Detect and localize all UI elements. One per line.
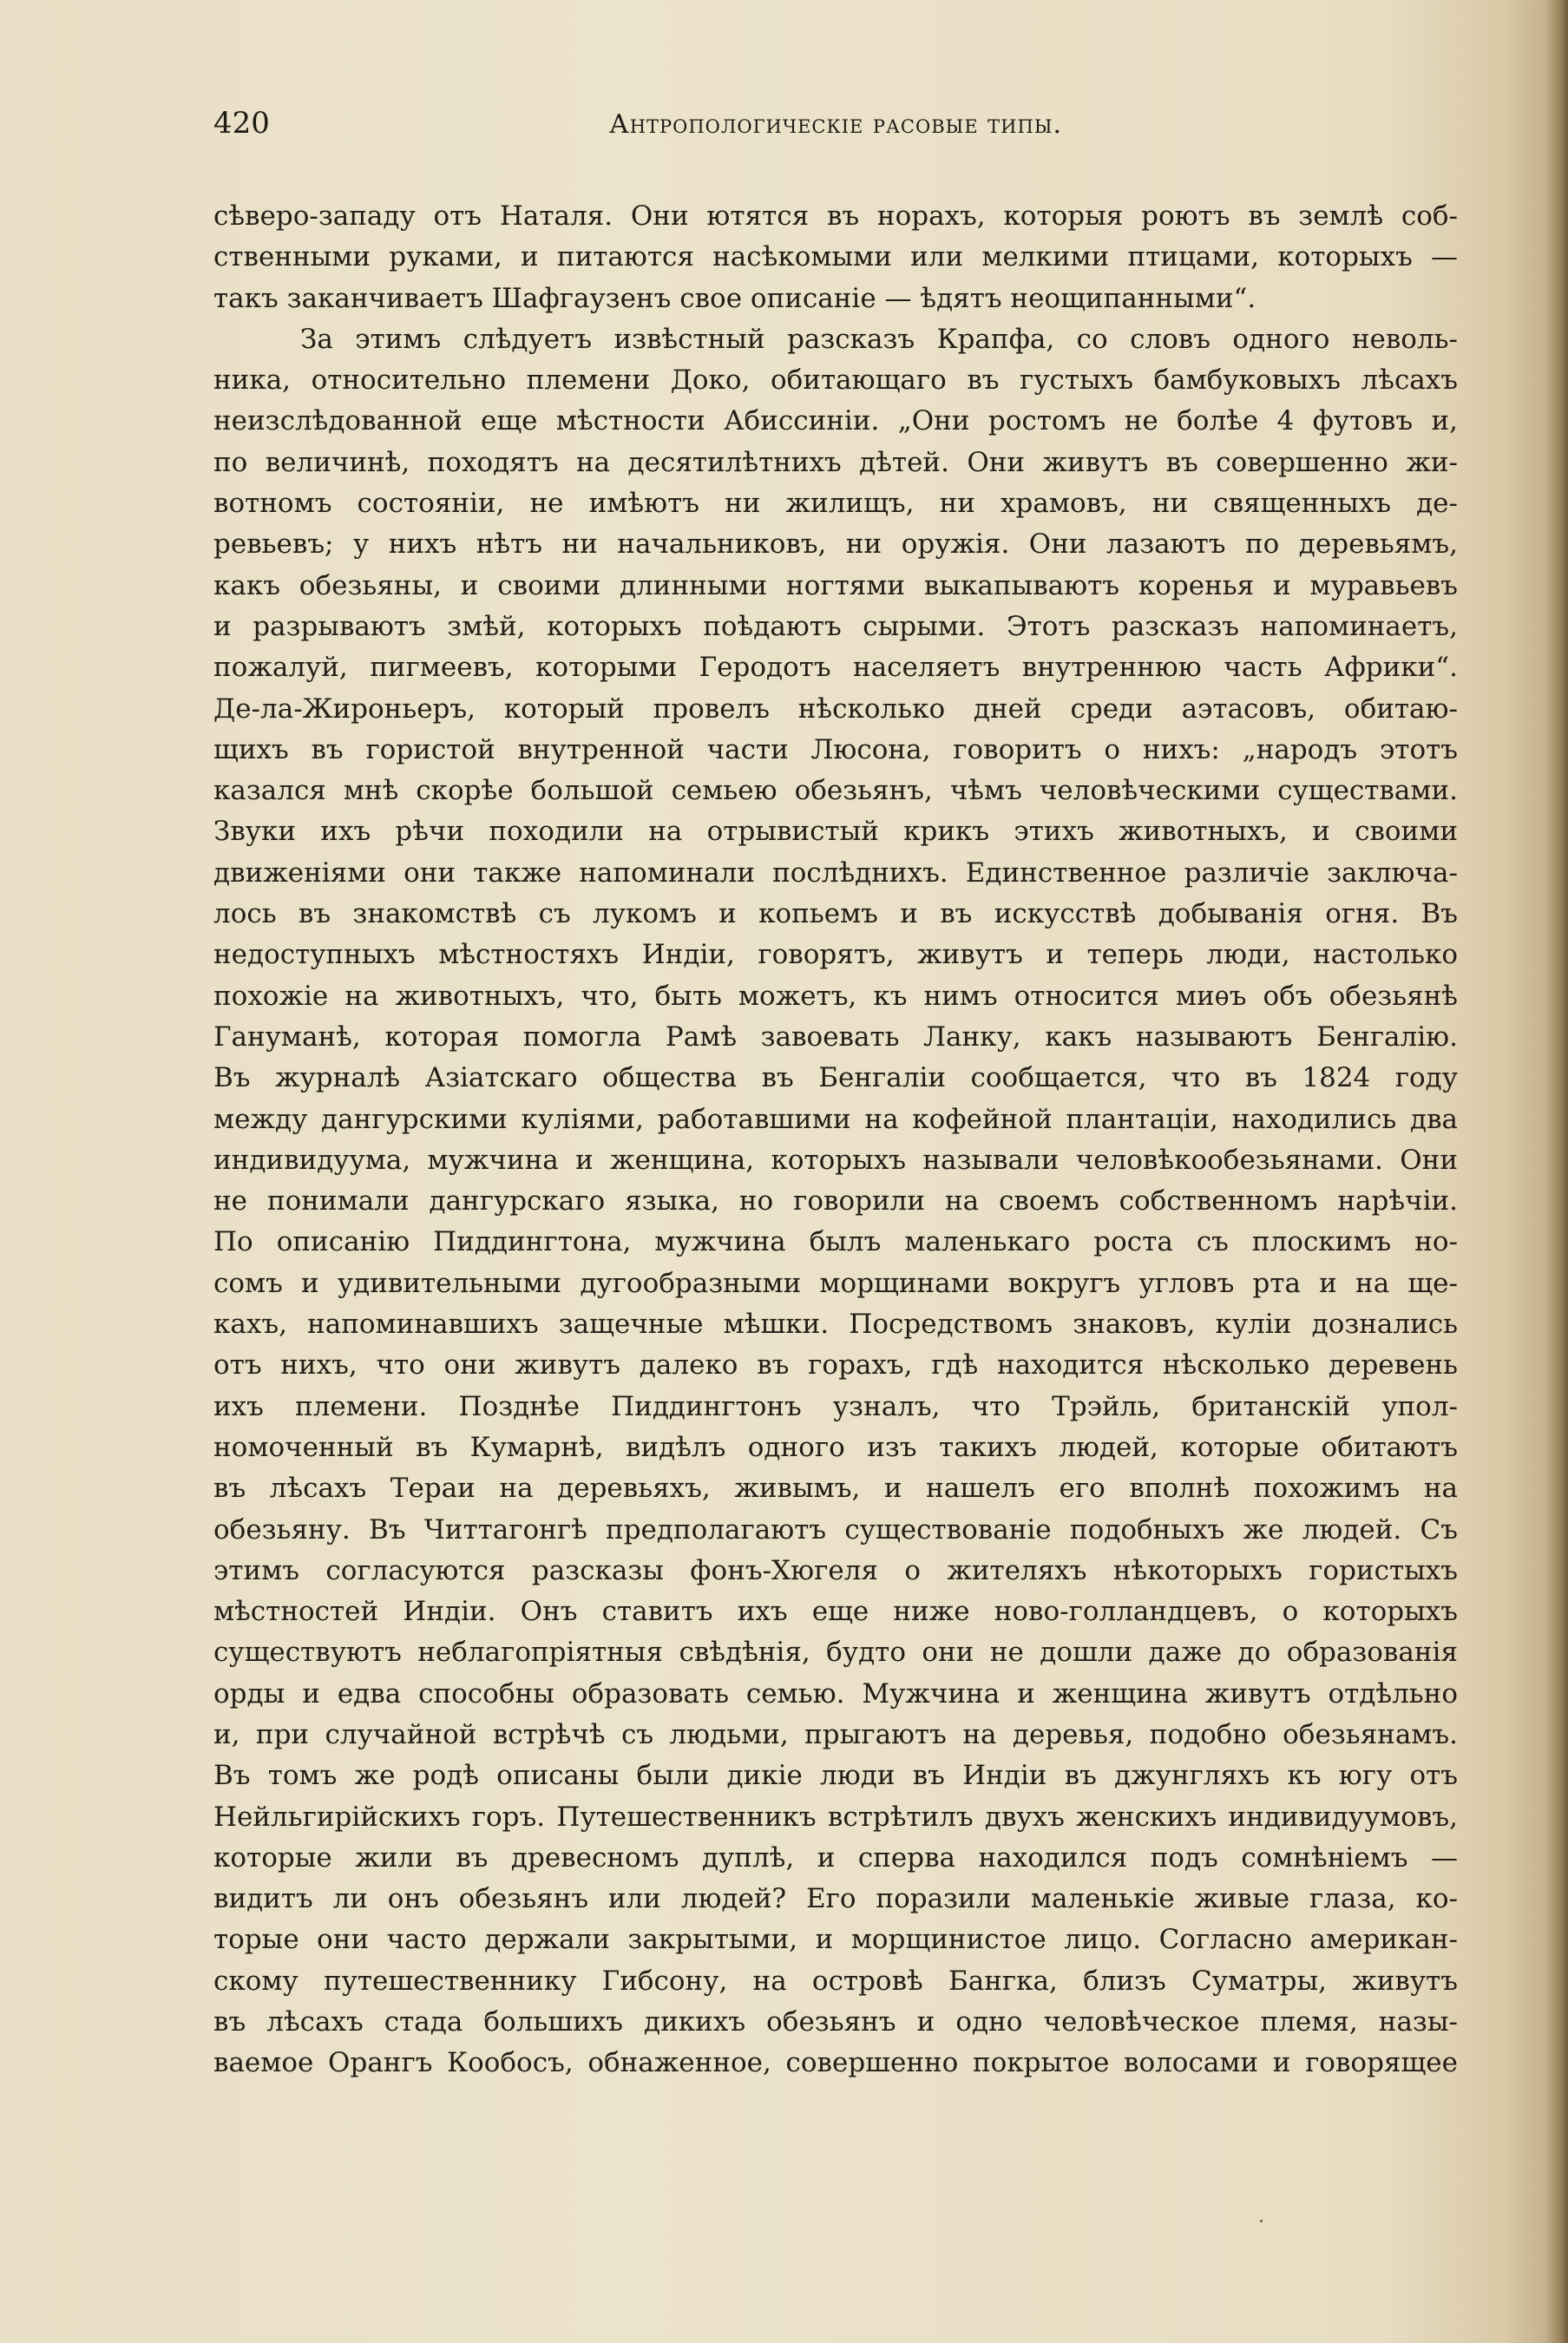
text-line: отъ нихъ, что они живутъ далеко въ горахъ, гдѣ находится нѣсколько деревень [213,1349,1458,1382]
text-line: Звуки ихъ рѣчи походили на отрывистый крикъ этихъ животныхъ, и своими [213,816,1458,848]
text-line: Нейльгирійскихъ горъ. Путешественникъ встрѣтилъ двухъ женскихъ индивидуумовъ, [213,1801,1458,1833]
text-line: пожалуй, пигмеевъ, которыми Геродотъ населяетъ внутреннюю часть Африки“. [213,652,1458,684]
text-line: мѣстностей Индіи. Онъ ставитъ ихъ еще ниже ново-голландцевъ, о которыхъ [213,1596,1458,1628]
text-line: За этимъ слѣдуетъ извѣстный разсказъ Крапфа, со словъ одного неволь- [300,323,1458,355]
text-line: казался мнѣ скорѣе большой семьею обезьянъ, чѣмъ человѣческими существами. [213,775,1458,807]
page-number: 420 [213,106,270,141]
text-line: такъ заканчиваетъ Шафгаузенъ свое описаніе — ѣдятъ неощипанными“. [213,282,1256,314]
page-header [213,106,1458,158]
text-line: ника, относительно племени Доко, обитающаго въ густыхъ бамбуковыхъ лѣсахъ [213,364,1458,397]
text-line: ственными руками, и питаются насѣкомыми или мелкими птицами, которыхъ — [213,241,1458,273]
text-line: между дангурскими куліями, работавшими на кофейной плантаціи, находились два [213,1103,1458,1135]
text-line: не понимали дангурскаго языка, но говорили на своемъ собственномъ нарѣчіи. [213,1185,1458,1217]
text-line: ваемое Орангъ Кообосъ, обнаженное, совершенно покрытое волосами и говорящее [213,2047,1458,2079]
text-line: недоступныхъ мѣстностяхъ Индіи, говорятъ, живутъ и теперь люди, настолько [213,939,1458,971]
text-line: похожіе на животныхъ, что, быть можетъ, къ нимъ относится миѳъ объ обезьянѣ [213,980,1458,1012]
text-line: этимъ согласуются разсказы фонъ-Хюгеля о жителяхъ нѣкоторыхъ гористыхъ [213,1554,1458,1586]
text-line: сомъ и удивительными дугообразными морщинами вокругъ угловъ рта и на ще- [213,1267,1458,1299]
text-line: какъ обезьяны, и своими длинными ногтями выкапываютъ коренья и муравьевъ [213,569,1458,601]
text-line: скому путешественнику Гибсону, на островѣ Бангка, близъ Суматры, живутъ [213,1965,1458,1997]
running-title: Антропологическіе расовые типы. [608,109,1063,140]
text-line: лось въ знакомствѣ съ лукомъ и копьемъ и въ искусствѣ добыванія огня. Въ [213,898,1458,930]
text-line: въ лѣсахъ Тераи на деревьяхъ, живымъ, и нашелъ его вполнѣ похожимъ на [213,1473,1458,1505]
text-line: вотномъ состояніи, не имѣютъ ни жилищъ, ни храмовъ, ни священныхъ де- [213,488,1458,520]
text-line: по величинѣ, походятъ на десятилѣтнихъ дѣтей. Они живутъ въ совершенно жи- [213,446,1458,478]
text-line: номоченный въ Кумарнѣ, видѣлъ одного изъ такихъ людей, которые обитаютъ [213,1431,1458,1463]
text-line: въ лѣсахъ стада большихъ дикихъ обезьянъ и одно человѣческое племя, назы- [213,2006,1458,2038]
text-line: ревьевъ; у нихъ нѣтъ ни начальниковъ, ни оружія. Они лазаютъ по деревьямъ, [213,528,1458,561]
text-line: которые жили въ древесномъ дуплѣ, и сперва находился подъ сомнѣніемъ — [213,1841,1458,1874]
text-line: Въ томъ же родѣ описаны были дикіе люди въ Индіи въ джунгляхъ къ югу отъ [213,1760,1458,1792]
text-line: орды и едва способны образовать семью. Мужчина и женщина живутъ отдѣльно [213,1677,1458,1710]
text-line: Въ журналѣ Азіатскаго общества въ Бенгаліи сообщается, что въ 1824 году [213,1062,1458,1094]
text-line: По описанію Пиддингтона, мужчина былъ маленькаго роста съ плоскимъ но- [213,1226,1458,1258]
body-text [213,196,1458,2084]
text-line: ихъ племени. Позднѣе Пиддингтонъ узналъ, что Трэйль, британскій упол- [213,1390,1458,1422]
text-line: обезьяну. Въ Читтагонгѣ предполагаютъ существованіе подобныхъ же людей. Съ [213,1513,1458,1546]
text-line: сѣверо-западу отъ Наталя. Они ютятся въ норахъ, которыя роютъ въ землѣ соб- [213,200,1458,232]
text-line: и, при случайной встрѣчѣ съ людьми, прыгаютъ на деревья, подобно обезьянамъ. [213,1718,1458,1750]
page-edge-shadow [1545,0,1568,2343]
text-line: движеніями они также напоминали послѣднихъ. Единственное различіе заключа- [213,856,1458,889]
text-line: видитъ ли онъ обезьянъ или людей? Его поразили маленькіе живые глаза, ко- [213,1883,1458,1915]
text-line: Гануманѣ, которая помогла Рамѣ завоевать Ланку, какъ называютъ Бенгалію. [213,1021,1458,1053]
text-line: торые они часто держали закрытыми, и морщинистое лицо. Согласно американ- [213,1924,1458,1956]
text-line: и разрываютъ змѣй, которыхъ поѣдаютъ сырыми. Этотъ разсказъ напоминаетъ, [213,610,1458,642]
ink-speck [1260,2220,1263,2222]
text-line: кахъ, напоминавшихъ защечные мѣшки. Посредствомъ знаковъ, куліи дознались [213,1309,1458,1341]
text-line: неизслѣдованной еще мѣстности Абиссиніи. „Они ростомъ не болѣе 4 футовъ и, [213,405,1458,437]
text-line: щихъ въ гористой внутренной части Люсона, говоритъ о нихъ: „народъ этотъ [213,733,1458,765]
text-line: индивидуума, мужчина и женщина, которыхъ называли человѣкообезьянами. Они [213,1144,1458,1176]
text-line: Де-ла-Жироньеръ, который провелъ нѣсколько дней среди аэтасовъ, обитаю- [213,692,1458,725]
text-line: существуютъ неблагопріятныя свѣдѣнія, будто они не дошли даже до образованія [213,1637,1458,1669]
